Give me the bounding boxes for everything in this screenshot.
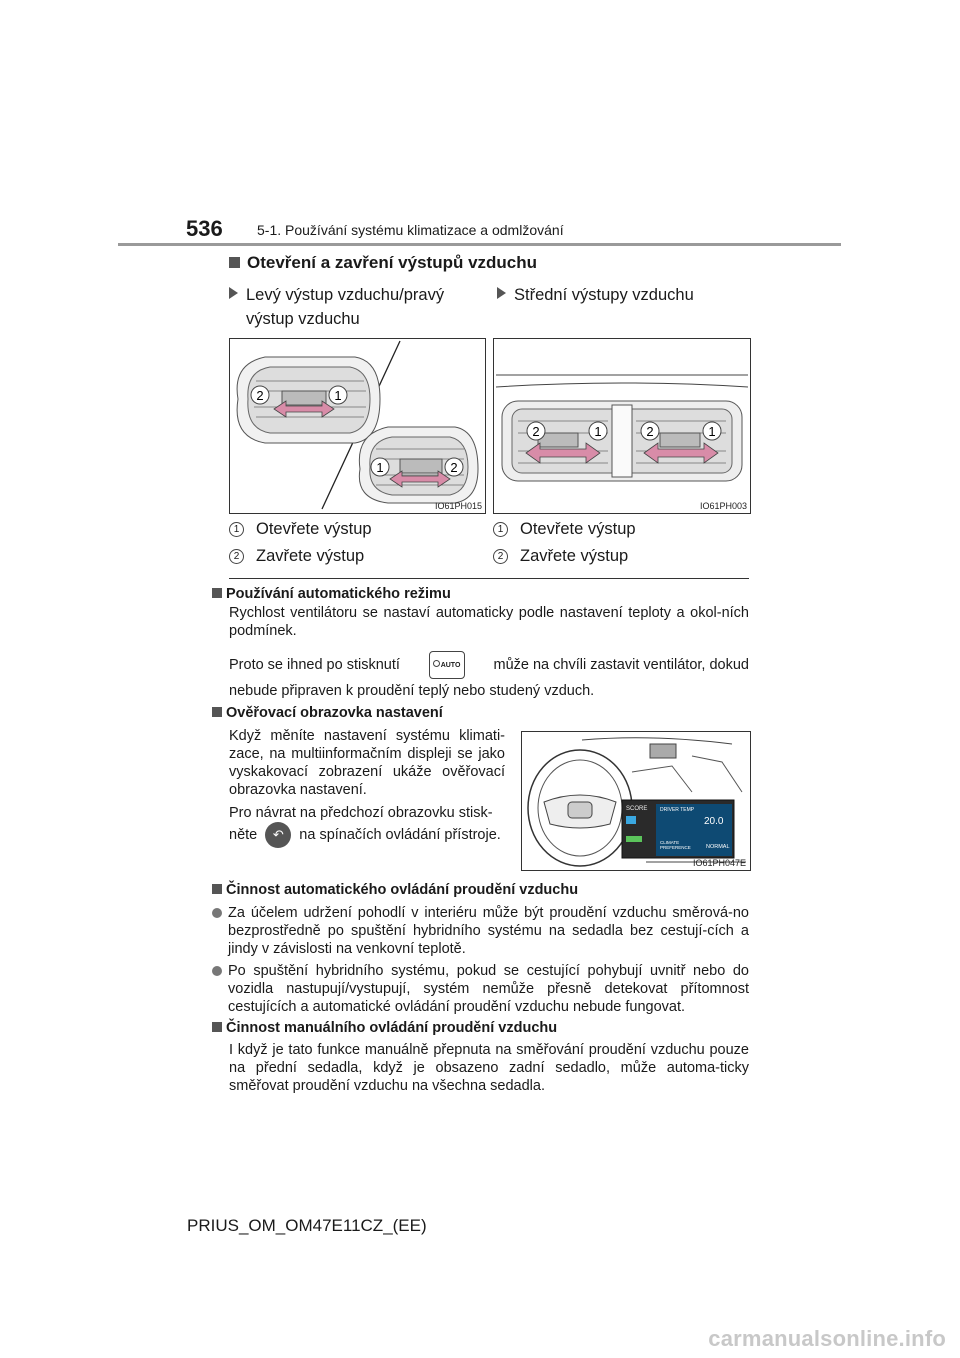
auto-mode-text-b: může na chvíli zastavit ventilátor, dokud bbox=[493, 657, 749, 673]
left-legend-item bbox=[229, 547, 364, 566]
left-subtitle bbox=[229, 283, 444, 331]
auto-airflow-title bbox=[212, 882, 578, 898]
auto-mode-text-a: Proto se ihned po stisknutí bbox=[229, 657, 400, 673]
list-item bbox=[212, 904, 749, 958]
divider bbox=[229, 578, 749, 579]
confirm-screen-paragraph: Když měníte nastavení systému klimati-zace, na multiinformačním displeji se jako vyskakovací zobrazení ukáže ověřovací obrazovka nastavení. bbox=[229, 728, 505, 798]
confirm-screen-title-text: Ověřovací obrazovka nastavení bbox=[226, 705, 443, 721]
auto-mode-paragraph-2 bbox=[229, 651, 749, 700]
svg-text:1: 1 bbox=[334, 388, 342, 403]
right-legend-item bbox=[493, 520, 636, 539]
auto-mode-text-c: nebude připraven k proudění teplý nebo studený vzduch. bbox=[229, 683, 595, 699]
figure-code: IO61PH047E bbox=[692, 858, 746, 868]
auto-button-label: AUTO bbox=[440, 662, 461, 669]
triangle-bullet-icon bbox=[497, 287, 506, 299]
legend-text: Zavřete výstup bbox=[520, 547, 629, 565]
square-bullet-icon bbox=[212, 1022, 222, 1032]
auto-mode-paragraph: Rychlost ventilátoru se nastaví automaticky podle nastavení teploty a okol-ních podmínek. bbox=[229, 605, 749, 639]
callout-number: 2 bbox=[229, 549, 244, 564]
callout-number: 1 bbox=[493, 522, 508, 537]
left-legend-item bbox=[229, 520, 372, 539]
svg-text:NORMAL: NORMAL bbox=[706, 844, 730, 850]
square-bullet-icon bbox=[212, 707, 222, 717]
square-bullet-icon bbox=[212, 884, 222, 894]
manual-airflow-paragraph: I když je tato funkce manuálně přepnuta na směřování proudění vzduchu pouze na přední sedadla, když je obsazeno zadní sedadlo, může automa-ticky směřovat proudění vzduchu na všechna sedadla. bbox=[229, 1042, 749, 1094]
legend-text: Zavřete výstup bbox=[256, 547, 365, 565]
auto-mode-title-text: Používání automatického režimu bbox=[226, 586, 451, 602]
svg-text:20.0: 20.0 bbox=[704, 816, 724, 827]
figure-code: IO61PH015 bbox=[434, 501, 482, 511]
svg-text:2: 2 bbox=[532, 424, 540, 439]
auto-mode-title bbox=[212, 586, 451, 602]
manual-airflow-title-text: Činnost manuálního ovládání proudění vzduchu bbox=[226, 1020, 558, 1036]
figure-code: IO61PH003 bbox=[699, 501, 747, 511]
section-header: 5-1. Používání systému klimatizace a odmlžování bbox=[257, 222, 564, 238]
svg-text:PREFERENCE: PREFERENCE bbox=[660, 845, 691, 850]
square-bullet-icon bbox=[212, 588, 222, 598]
auto-airflow-bullet-2: Po spuštění hybridního systému, pokud se cestující pohybují uvnitř nebo do vozidla nastupují/vystupují, systém nemůže přesně detekovat přítomnost cestujících a automatické ovládání proudění vzduchu nebude fungovat. bbox=[228, 963, 749, 1015]
right-subtitle-text: Střední výstupy vzduchu bbox=[514, 286, 694, 304]
return-icon: ↶ bbox=[265, 822, 291, 848]
svg-text:CLIMATE: CLIMATE bbox=[660, 840, 680, 845]
callout-number: 1 bbox=[229, 522, 244, 537]
confirm-screen-paragraph-2 bbox=[229, 804, 505, 848]
section-title-text: Otevření a zavření výstupů vzduchu bbox=[247, 253, 538, 272]
list-item bbox=[212, 962, 749, 1016]
watermark: carmanualsonline.info bbox=[708, 1326, 946, 1351]
svg-text:2: 2 bbox=[256, 388, 264, 403]
auto-button-icon bbox=[429, 651, 465, 679]
header-rule bbox=[118, 243, 841, 246]
svg-text:DRIVER TEMP: DRIVER TEMP bbox=[660, 807, 695, 813]
svg-text:1: 1 bbox=[708, 424, 716, 439]
confirm-text-c: na spínačích ovládání přístroje. bbox=[299, 826, 501, 843]
page-number: 536 bbox=[186, 216, 223, 241]
svg-text:2: 2 bbox=[450, 460, 458, 475]
right-subtitle bbox=[497, 283, 694, 307]
left-subtitle-line2: výstup vzduchu bbox=[246, 310, 360, 328]
instrument-panel-illustration bbox=[522, 732, 750, 870]
manual-airflow-title bbox=[212, 1020, 557, 1036]
callout-number: 2 bbox=[493, 549, 508, 564]
square-bullet-icon bbox=[229, 257, 240, 268]
legend-text: Otevřete výstup bbox=[520, 520, 636, 538]
auto-airflow-bullet-1: Za účelem udržení pohodlí v interiéru může být proudění vzduchu směrová-no bezprostředně po spuštění hybridního systému na sedadla bez cestují-cích a jindy v závislosti na venkovní teplotě. bbox=[228, 905, 749, 957]
confirm-text-a: Pro návrat na předchozí obrazovku stisk- bbox=[229, 805, 493, 821]
auto-airflow-title-text: Činnost automatického ovládání proudění vzduchu bbox=[226, 882, 579, 898]
footer-code: PRIUS_OM_OM47E11CZ_(EE) bbox=[187, 1216, 427, 1235]
triangle-bullet-icon bbox=[229, 287, 238, 299]
round-bullet-icon bbox=[212, 908, 222, 918]
legend-text: Otevřete výstup bbox=[256, 520, 372, 538]
section-title bbox=[229, 253, 537, 273]
left-subtitle-line1: Levý výstup vzduchu/pravý bbox=[246, 286, 445, 304]
confirm-screen-title bbox=[212, 705, 443, 721]
left-vent-illustration bbox=[230, 339, 485, 513]
svg-text:1: 1 bbox=[594, 424, 602, 439]
instrument-panel-figure bbox=[521, 731, 751, 871]
right-legend-item bbox=[493, 547, 628, 566]
svg-text:1: 1 bbox=[376, 460, 384, 475]
confirm-text-b: něte bbox=[229, 826, 258, 843]
svg-text:2: 2 bbox=[646, 424, 654, 439]
svg-text:SCORE: SCORE bbox=[626, 806, 648, 812]
left-vent-figure bbox=[229, 338, 486, 514]
round-bullet-icon bbox=[212, 966, 222, 976]
center-vent-illustration bbox=[494, 339, 750, 513]
center-vent-figure bbox=[493, 338, 751, 514]
